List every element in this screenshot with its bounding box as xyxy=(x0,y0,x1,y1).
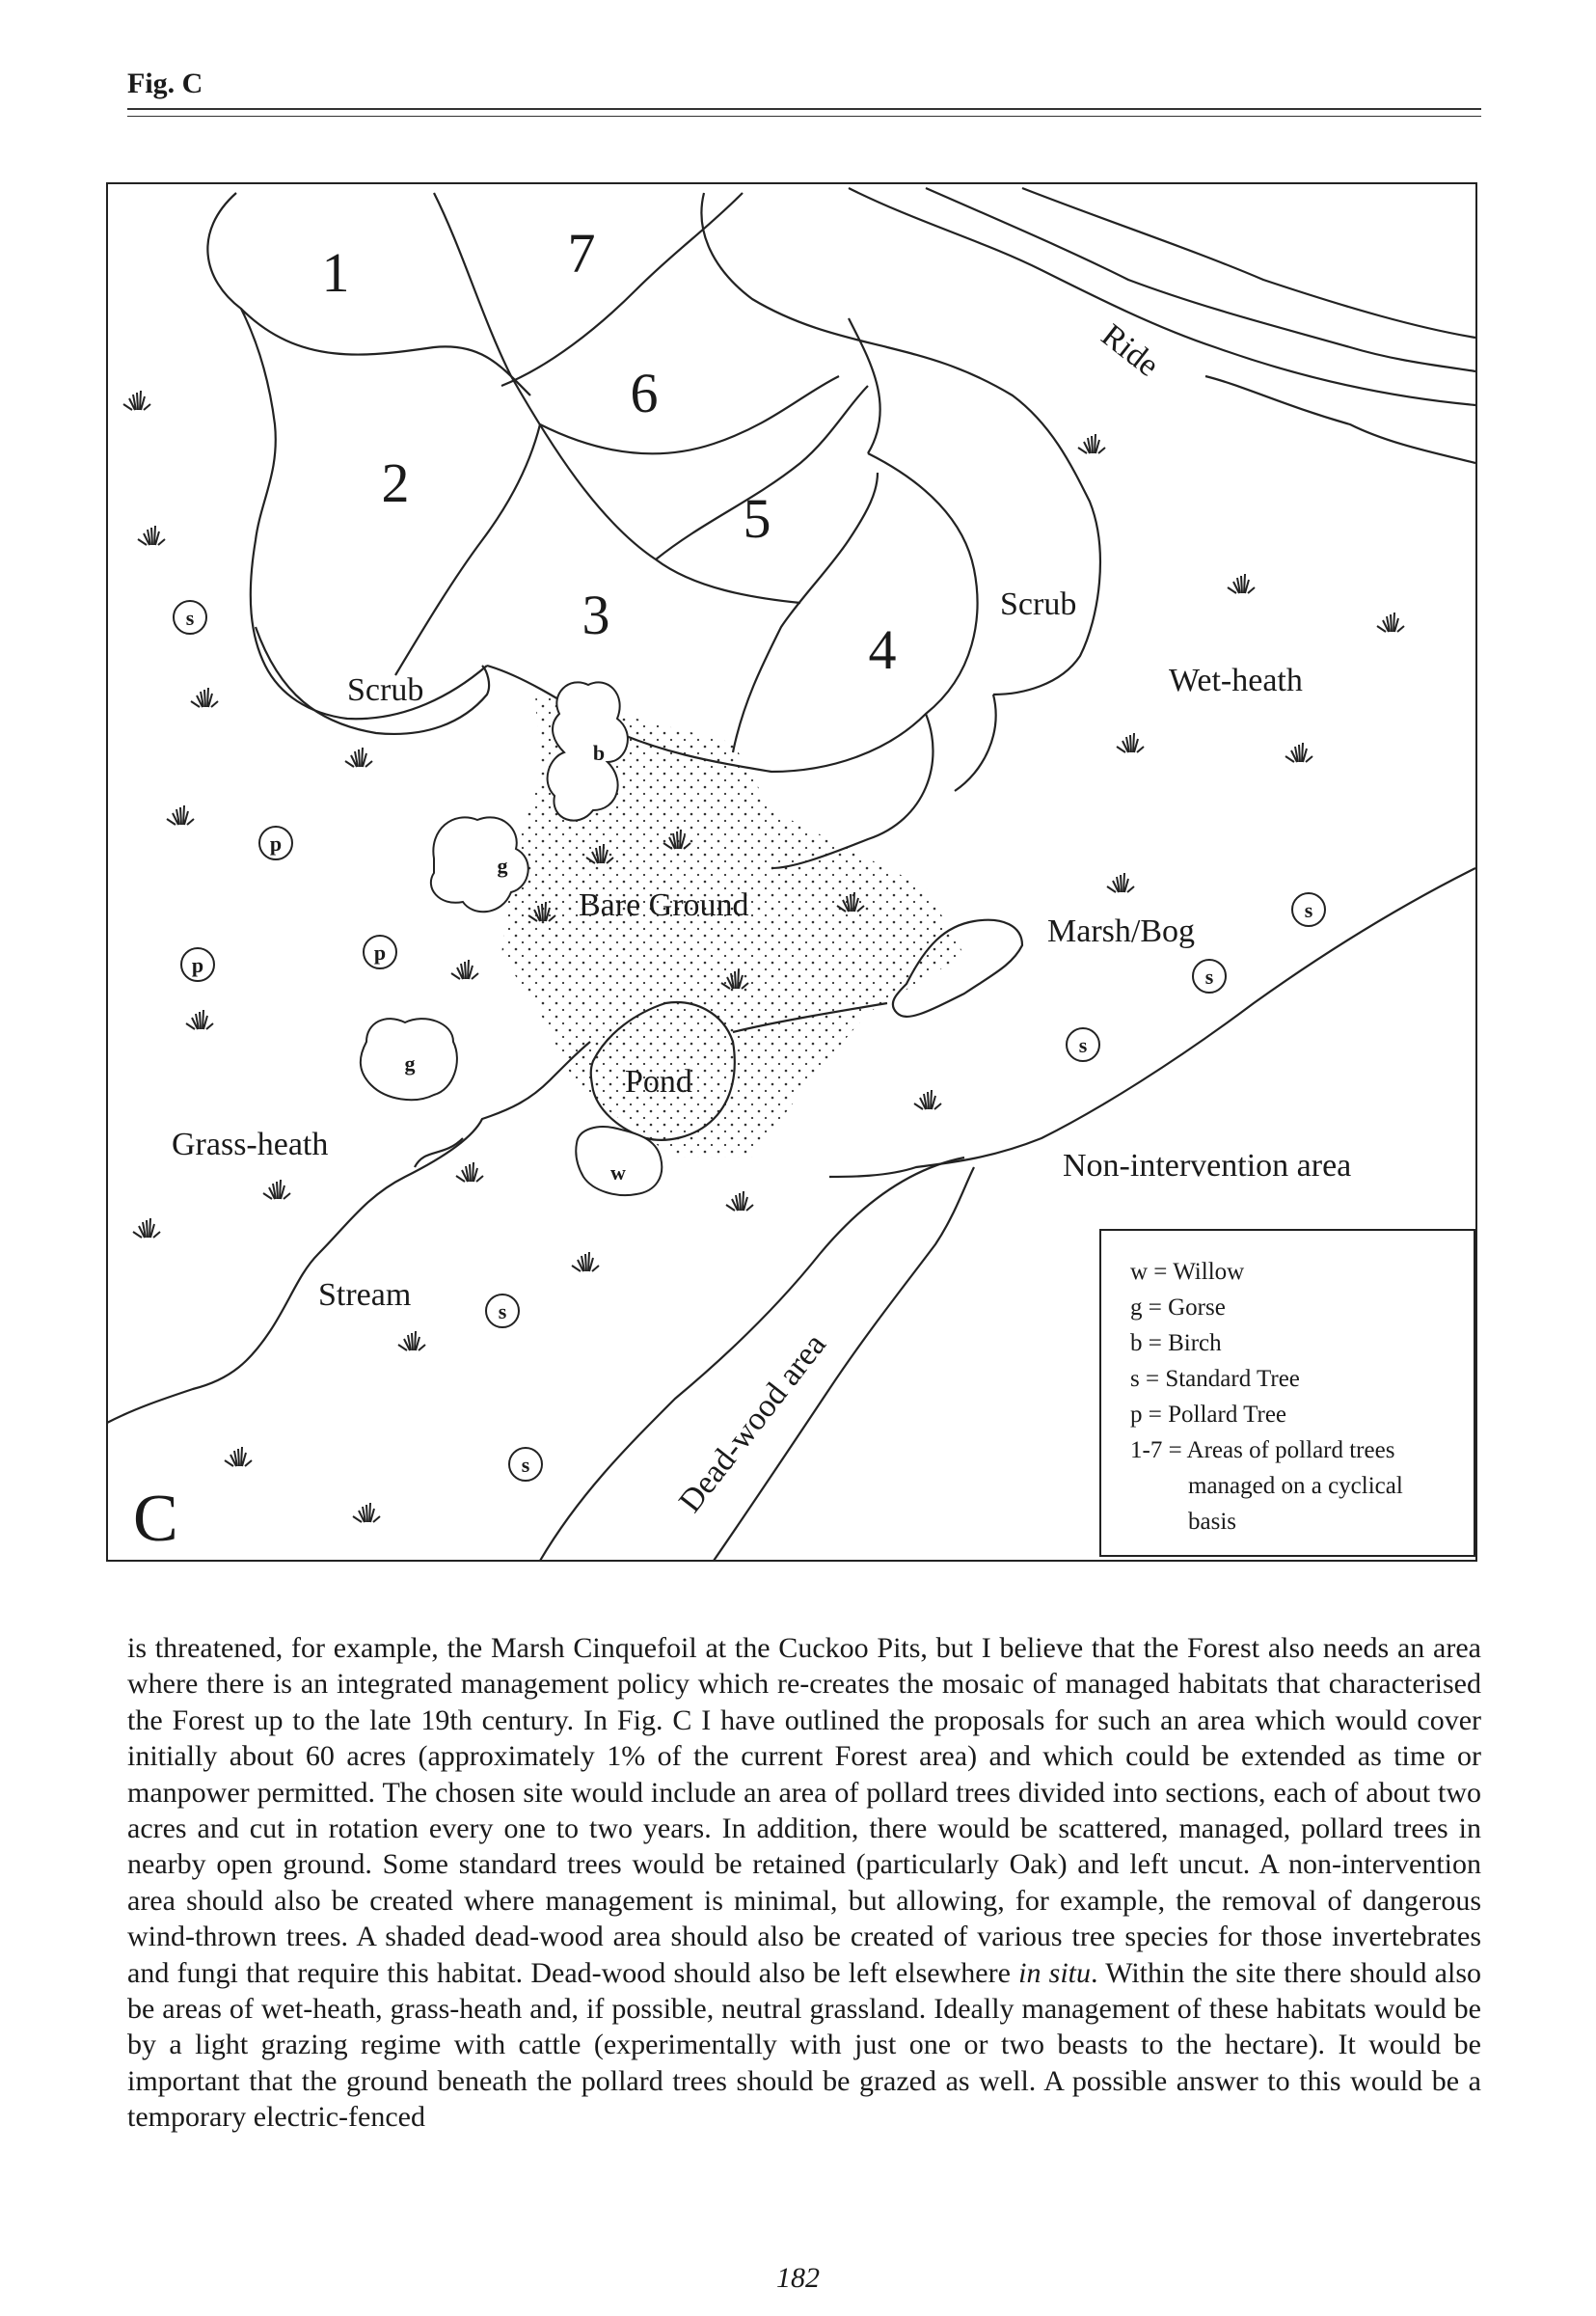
page-number: 182 xyxy=(776,2262,820,2294)
bare-ground-label: Bare Ground xyxy=(579,887,749,923)
legend-item: g = Gorse xyxy=(1130,1294,1226,1321)
birch-symbol: b xyxy=(592,741,606,765)
non-intervention-label: Non-intervention area xyxy=(1063,1148,1352,1184)
legend-item: 1-7 = Areas of pollard trees xyxy=(1130,1437,1395,1463)
grass-heath-label: Grass-heath xyxy=(172,1127,329,1162)
pollard-tree-symbol: p xyxy=(269,831,283,856)
gorse-symbol: g xyxy=(404,1051,416,1076)
area-number: 4 xyxy=(868,618,897,681)
willow-symbol: w xyxy=(610,1160,626,1185)
body-paragraph xyxy=(127,1630,1481,2136)
standard-tree-symbol: s xyxy=(521,1453,530,1477)
standard-tree-symbol: s xyxy=(1078,1033,1088,1057)
body-text-end: . Within the site there should also be areas of wet-heath, grass-heath and, if possible, neutral grassland. Ideally management of these habitats would be by a light grazing regime with cattle (experimentally with just one or two beasts to the hectare). It would be important that the ground beneath the pollard trees should be grazed as well. A possible answer to this would be a temporary electric-fenced xyxy=(127,1956,1481,2134)
map-legend xyxy=(1099,1229,1475,1557)
legend-item: p = Pollard Tree xyxy=(1130,1402,1287,1428)
legend-item: basis xyxy=(1188,1509,1236,1535)
ride-label: Ride xyxy=(1095,317,1166,384)
standard-tree-symbol: s xyxy=(1304,898,1313,922)
area-number: 3 xyxy=(582,584,610,646)
standard-tree-symbol: s xyxy=(1204,965,1214,989)
pond-label: Pond xyxy=(625,1064,692,1100)
wet-heath-label: Wet-heath xyxy=(1169,663,1303,698)
legend-item: b = Birch xyxy=(1130,1330,1222,1356)
scrub-label: Scrub xyxy=(347,672,424,708)
body-text-start: is threatened, for example, the Marsh Cinquefoil at the Cuckoo Pits, but I believe that the Forest also needs an area where there is an integrated management policy which re-creates the mosaic of managed habitats that characterised the Forest up to the late 19th century. In Fig. C I have outlined the proposals for such an area which would cover initially about 60 acres (approximately 1% of the current Forest area) and which could be extended as time or manpower permitted. The chosen site would include an area of pollard trees divided into sections, each of about two acres and cut in rotation every one to two years. In addition, there would be scattered, managed, pollard trees in nearby open ground. Some standard trees would be retained (particularly Oak) and left uncut. A non-intervention area should also be created where management is minimal, but allowing, for example, the removal of dangerous wind-thrown trees. A shaded dead-wood area should also be created of various tree species for those invertebrates and fungi that require this habitat. Dead-wood should also be left elsewhere xyxy=(127,1632,1481,1989)
dead-wood-label: Dead-wood area xyxy=(672,1326,834,1519)
standard-tree-symbol: s xyxy=(498,1299,507,1323)
pollard-tree-symbol: p xyxy=(191,953,204,977)
area-number: 1 xyxy=(321,241,350,304)
legend-item: s = Standard Tree xyxy=(1130,1366,1300,1392)
area-number: 5 xyxy=(743,487,771,550)
body-text-italic: in situ xyxy=(1018,1956,1092,1989)
legend-item: w = Willow xyxy=(1130,1259,1245,1285)
legend-item: managed on a cyclical xyxy=(1188,1473,1403,1499)
scrub-label: Scrub xyxy=(1000,586,1077,622)
figure-label: Fig. C xyxy=(127,68,203,99)
stream-label: Stream xyxy=(318,1277,412,1313)
marsh-bog-label: Marsh/Bog xyxy=(1047,913,1195,949)
area-number: 7 xyxy=(567,222,596,285)
corner-letter: C xyxy=(133,1482,178,1556)
gorse-symbol: g xyxy=(497,854,508,878)
area-number: 6 xyxy=(630,362,659,424)
pollard-tree-symbol: p xyxy=(373,940,387,965)
standard-tree-symbol: s xyxy=(185,606,195,630)
area-numbers xyxy=(322,222,897,681)
area-number: 2 xyxy=(381,451,410,514)
